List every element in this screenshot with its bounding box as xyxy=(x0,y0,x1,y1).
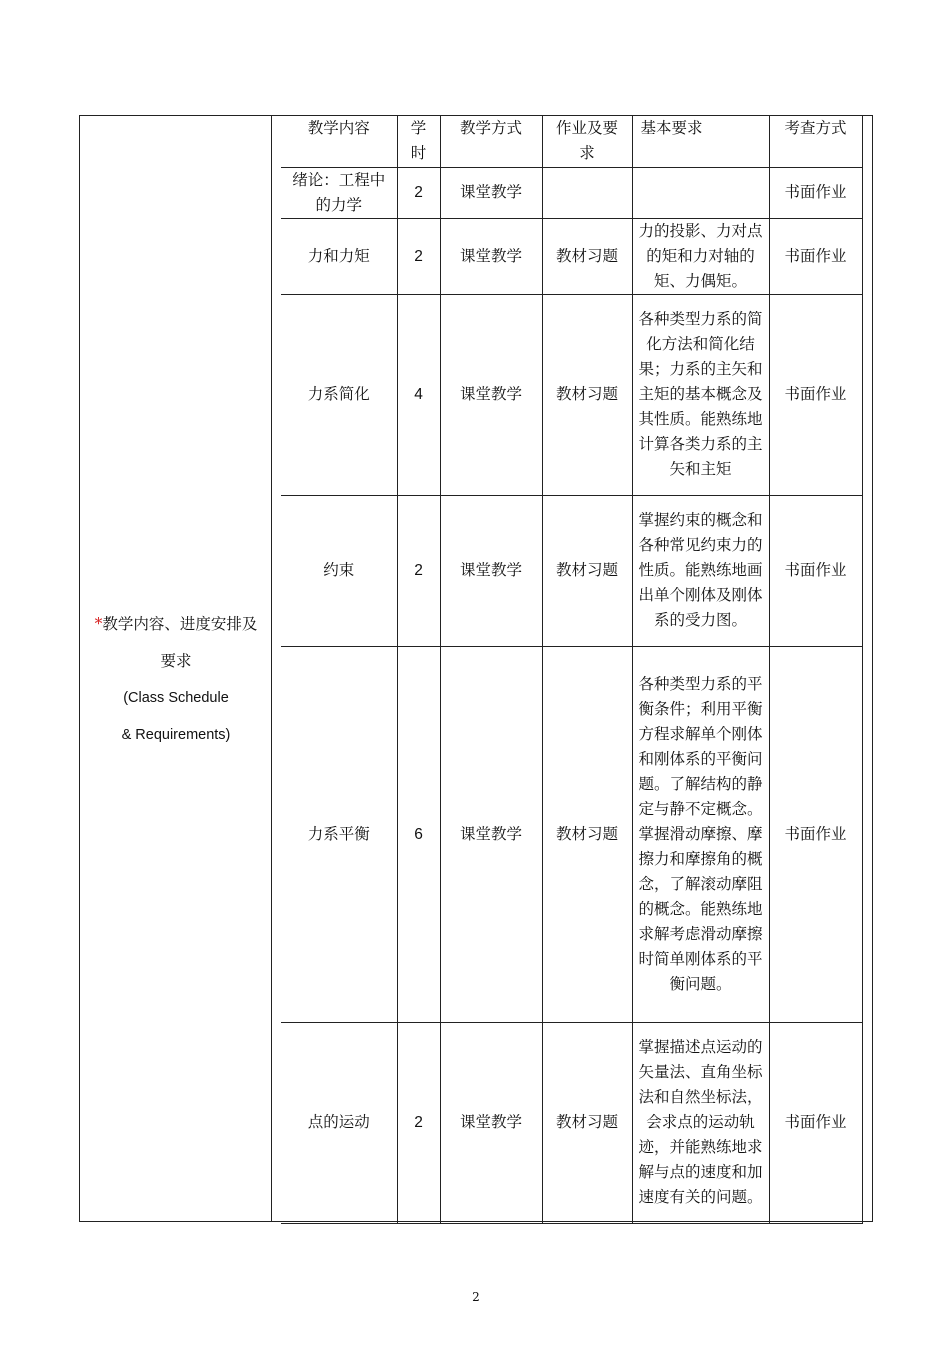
header-requirement: 基本要求 xyxy=(632,116,769,167)
row-assessment: 书面作业 xyxy=(769,495,862,646)
row-hours: 2 xyxy=(397,218,440,294)
table-row xyxy=(281,294,862,495)
row-content: 力和力矩 xyxy=(281,218,397,294)
row-requirement xyxy=(632,167,769,218)
row-assessment: 书面作业 xyxy=(769,1022,862,1223)
row-hours: 2 xyxy=(397,1022,440,1223)
header-assessment: 考查方式 xyxy=(769,116,862,167)
header-hours: 学时 xyxy=(397,116,440,167)
table-row xyxy=(281,218,862,294)
label-line-4: & Requirements) xyxy=(121,727,231,743)
row-assessment: 书面作业 xyxy=(769,218,862,294)
label-line-1: 教学内容、进度安排及 xyxy=(102,615,258,633)
page-number: 2 xyxy=(472,1290,480,1304)
schedule-table-frame xyxy=(79,115,873,1222)
row-homework: 教材习题 xyxy=(542,294,632,495)
row-homework: 教材习题 xyxy=(542,218,632,294)
row-method: 课堂教学 xyxy=(440,1022,542,1223)
row-homework: 教材习题 xyxy=(542,646,632,1022)
schedule-table xyxy=(281,116,863,1224)
row-method: 课堂教学 xyxy=(440,218,542,294)
row-requirement: 力的投影、力对点的矩和力对轴的矩、力偶矩。 xyxy=(632,218,769,294)
header-row xyxy=(281,116,862,167)
row-method: 课堂教学 xyxy=(440,646,542,1022)
row-assessment: 书面作业 xyxy=(769,167,862,218)
row-homework: 教材习题 xyxy=(542,495,632,646)
row-hours: 6 xyxy=(397,646,440,1022)
header-content: 教学内容 xyxy=(281,116,397,167)
left-label xyxy=(80,606,272,754)
required-marker: * xyxy=(94,615,103,633)
row-assessment: 书面作业 xyxy=(769,294,862,495)
row-content: 约束 xyxy=(281,495,397,646)
row-content: 力系简化 xyxy=(281,294,397,495)
row-requirement: 各种类型力系的平衡条件；利用平衡方程求解单个刚体和刚体系的平衡问题。了解结构的静定与静不定概念。掌握滑动摩擦、摩擦力和摩擦角的概念，了解滚动摩阻的概念。能熟练地求解考虑滑动摩擦时简单刚体系的平衡问题。 xyxy=(632,646,769,1022)
label-line-3: (Class Schedule xyxy=(123,690,229,706)
row-requirement: 掌握约束的概念和各种常见约束力的性质。能熟练地画出单个刚体及刚体系的受力图。 xyxy=(632,495,769,646)
table-row xyxy=(281,495,862,646)
row-homework xyxy=(542,167,632,218)
row-content: 点的运动 xyxy=(281,1022,397,1223)
table-row xyxy=(281,646,862,1022)
left-label-cell xyxy=(80,116,272,1221)
row-hours: 2 xyxy=(397,495,440,646)
row-requirement: 各种类型力系的简化方法和简化结果；力系的主矢和主矩的基本概念及其性质。能熟练地计算各类力系的主矢和主矩 xyxy=(632,294,769,495)
row-requirement: 掌握描述点运动的矢量法、直角坐标法和自然坐标法，会求点的运动轨迹，并能熟练地求解与点的速度和加速度有关的问题。 xyxy=(632,1022,769,1223)
row-hours: 4 xyxy=(397,294,440,495)
header-method: 教学方式 xyxy=(440,116,542,167)
row-assessment: 书面作业 xyxy=(769,646,862,1022)
row-method: 课堂教学 xyxy=(440,495,542,646)
label-line-2: 要求 xyxy=(160,652,192,670)
header-homework: 作业及要求 xyxy=(542,116,632,167)
row-homework: 教材习题 xyxy=(542,1022,632,1223)
row-content: 力系平衡 xyxy=(281,646,397,1022)
table-row xyxy=(281,167,862,218)
row-method: 课堂教学 xyxy=(440,167,542,218)
row-content: 绪论：工程中的力学 xyxy=(281,167,397,218)
table-row xyxy=(281,1022,862,1223)
row-hours: 2 xyxy=(397,167,440,218)
row-method: 课堂教学 xyxy=(440,294,542,495)
